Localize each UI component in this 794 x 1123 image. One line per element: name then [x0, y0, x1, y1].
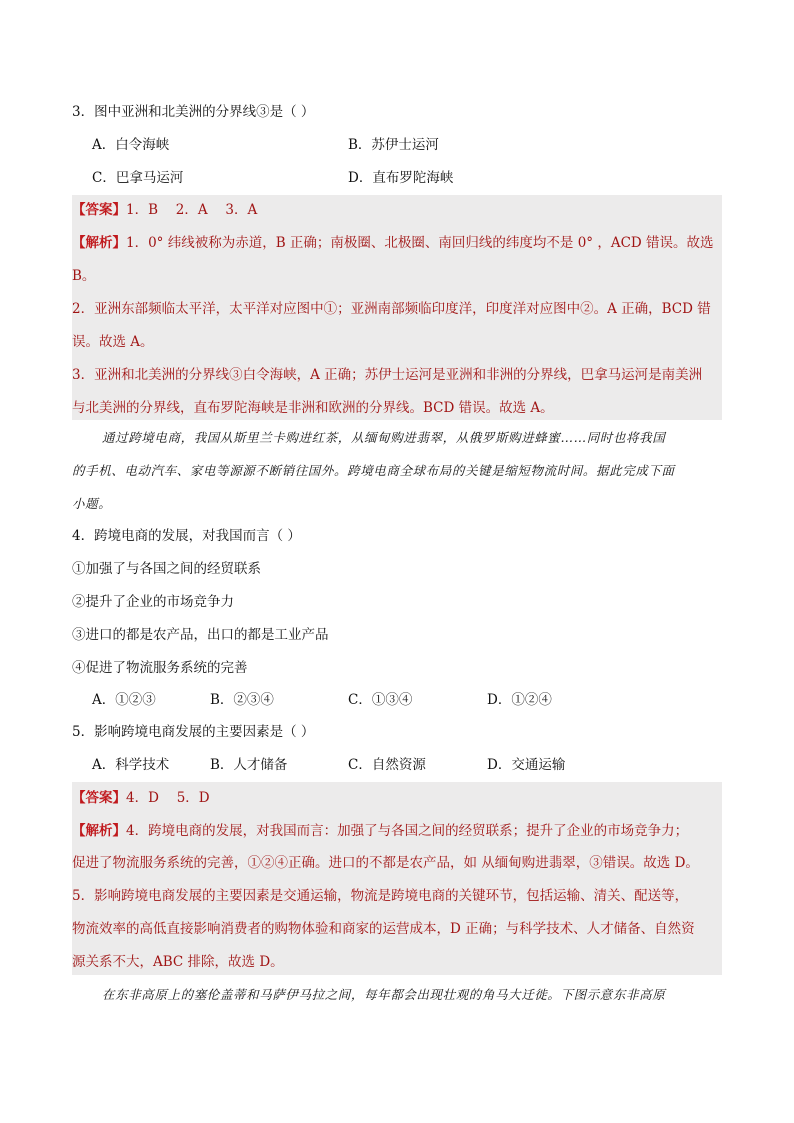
answer-2-line: [72, 788, 210, 808]
analysis-1-line-1: [72, 233, 714, 253]
passage-1-line-2: 的手机、电动汽车、家电等源源不断销往国外。跨境电商全球布局的关键是缩短物流时间。据此完成下面: [72, 463, 675, 478]
analysis-1-line-5: 3．亚洲和北美洲的分界线③白令海峡，A 正确；苏伊士运河是亚洲和非洲的分界线，巴拿马运河是南美洲: [72, 367, 703, 383]
answer-1-line: [72, 200, 257, 220]
q3-option-c: C．巴拿马运河: [92, 170, 184, 186]
q4-statement-1: ①加强了与各国之间的经贸联系: [72, 561, 261, 577]
q4-statement-3: ③进口的都是农产品，出口的都是工业产品: [72, 627, 329, 643]
answer-block-2: [72, 782, 722, 975]
analysis-2-line-4: 物流效率的高低直接影响消费者的购物体验和商家的运营成本，D 正确；与科学技术、人才储备、自然资: [72, 921, 695, 937]
q4-statement-4: ④促进了物流服务系统的完善: [72, 660, 248, 676]
passage-1-line-3: 小题。: [72, 496, 112, 511]
q4-statement-2: ②提升了企业的市场竞争力: [72, 594, 234, 610]
analysis-tag: 【解析】: [72, 235, 126, 251]
q5-option-c: C．自然资源: [348, 757, 426, 773]
answer-values: 1．B 2．A 3．A: [126, 202, 258, 218]
analysis-1-line-4: 误。故选 A。: [72, 334, 154, 350]
question-4-stem: 4．跨境电商的发展，对我国而言（ ）: [72, 528, 301, 544]
analysis-2-line-3: 5．影响跨境电商发展的主要因素是交通运输，物流是跨境电商的关键环节，包括运输、清关、配送等，: [72, 888, 689, 904]
analysis-1-line-3: 2．亚洲东部频临太平洋，太平洋对应图中①；亚洲南部频临印度洋，印度洋对应图中②。A 正确，BCD 错: [72, 301, 711, 317]
analysis-tag: 【解析】: [72, 823, 126, 839]
q4-option-c: C．①③④: [348, 692, 413, 708]
analysis-2-line-1: [72, 821, 688, 841]
question-5-stem: 5．影响跨境电商发展的主要因素是（ ）: [72, 724, 315, 740]
answer-tag: 【答案】: [72, 790, 126, 806]
q3-option-a: A．白令海峡: [92, 137, 170, 153]
analysis-2-line-5: 源关系不大，ABC 排除，故选 D。: [72, 954, 284, 970]
q4-option-b: B．②③④: [210, 692, 274, 708]
question-3-stem: 3．图中亚洲和北美洲的分界线③是（ ）: [72, 104, 315, 120]
q3-option-d: D．直布罗陀海峡: [348, 170, 454, 186]
passage-2-line-1: 在东非高原上的塞伦盖蒂和马萨伊马拉之间，每年都会出现壮观的角马大迁徙。下图示意东非高原: [102, 987, 666, 1002]
answer-values: 4．D 5．D: [126, 790, 210, 806]
analysis-text: 4．跨境电商的发展，对我国而言：加强了与各国之间的经贸联系；提升了企业的市场竞争力；: [126, 823, 689, 839]
q5-option-d: D．交通运输: [487, 757, 566, 773]
analysis-1-line-2: B。: [72, 268, 96, 284]
analysis-text: 1．0° 纬线被称为赤道，B 正确；南极圈、北极圈、南回归线的纬度均不是 0° ，ACD 错误。故选: [126, 235, 714, 251]
q4-option-d: D．①②④: [487, 692, 552, 708]
q5-option-a: A．科学技术: [92, 757, 170, 773]
analysis-1-line-6: 与北美洲的分界线，直布罗陀海峡是非洲和欧洲的分界线。BCD 错误。故选 A。: [72, 400, 554, 416]
q4-option-a: A．①②③: [92, 692, 156, 708]
q5-option-b: B．人才储备: [210, 757, 288, 773]
q3-option-b: B．苏伊士运河: [348, 137, 439, 153]
passage-1-line-1: 通过跨境电商，我国从斯里兰卡购进红茶，从缅甸购进翡翠，从俄罗斯购进蜂蜜……同时也将我国: [102, 430, 666, 445]
answer-tag: 【答案】: [72, 202, 126, 218]
analysis-2-line-2: 促进了物流服务系统的完善，①②④正确。进口的不都是农产品，如 从缅甸购进翡翠，③错误。故选 D。: [72, 855, 699, 871]
